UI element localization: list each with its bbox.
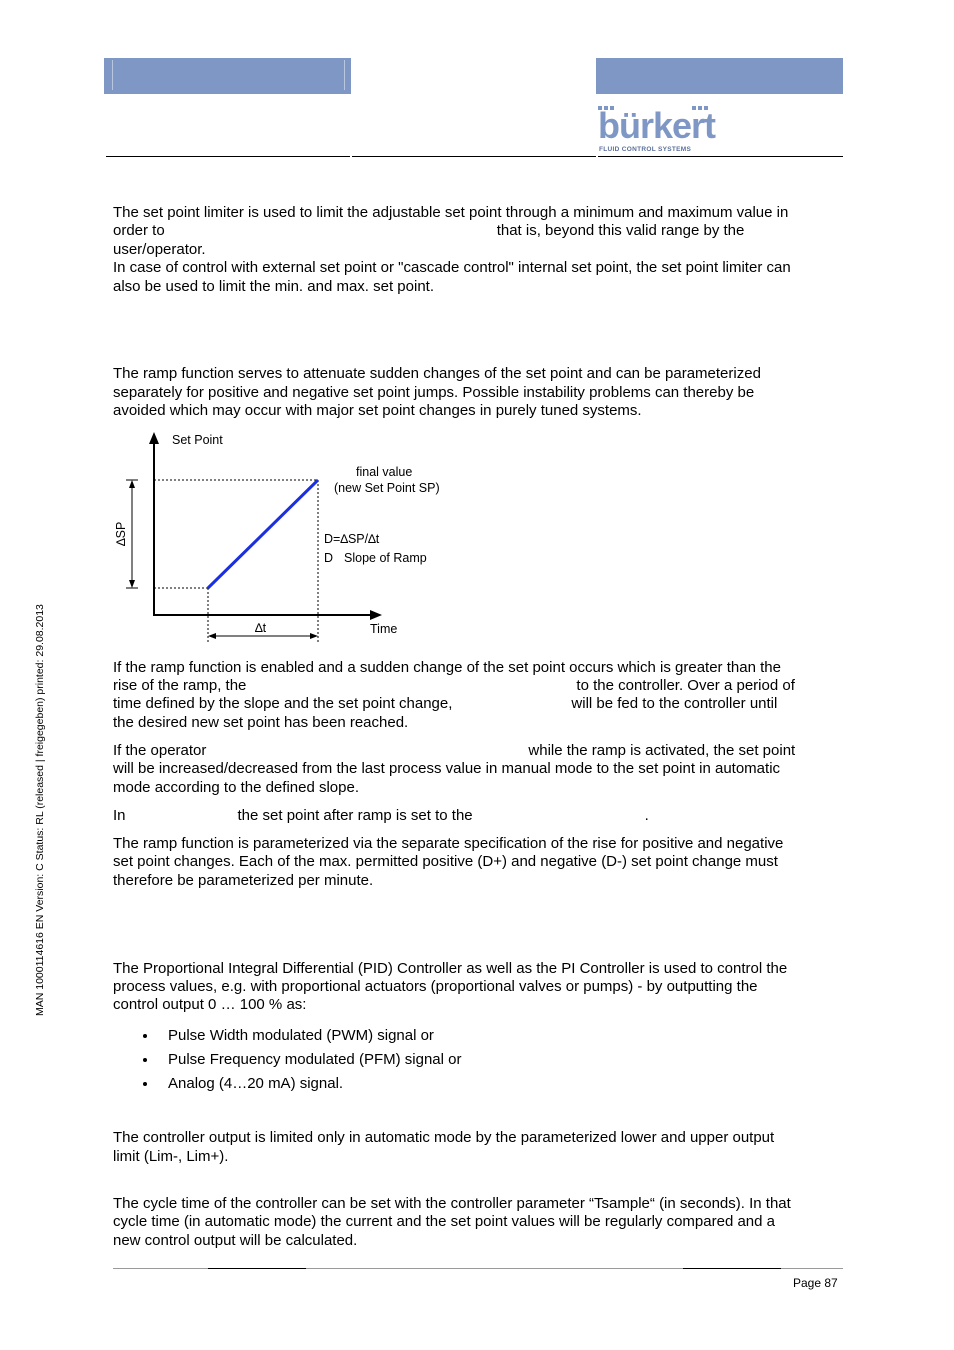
p6-line-2: set point changes. Each of the max. permitted positive (D+) and negative (D-) set point change must [113, 853, 778, 870]
p1-line-4: In case of control with external set point or "cascade control" internal set point, the set point limiter can [113, 259, 791, 276]
p7-line-3: control output 0 … 100 % as: [113, 996, 307, 1013]
p2-line-3: avoided which may occur with major set point changes in purely tuned systems. [113, 402, 642, 419]
output-signal-list [140, 1027, 461, 1099]
final-value-label-1: final value [356, 465, 413, 479]
p6-line-1: The ramp function is parameterized via the separate specification of the rise for positive and negative [113, 835, 784, 852]
slope-formula: D=∆SP/∆t [324, 532, 380, 546]
burkert-logo [598, 104, 716, 156]
p3-line-1: If the ramp function is enabled and a sudden change of the set point occurs which is greater than the [113, 659, 781, 676]
page-number: Page 87 [793, 1276, 838, 1290]
p4-line-2: will be increased/decreased from the last process value in manual mode to the set point in automatic [113, 760, 781, 777]
p1-line-1: The set point limiter is used to limit the adjustable set point through a minimum and maximum value in [113, 204, 789, 221]
delta-sp-label: ∆SP [114, 521, 128, 546]
p2-line-2: separately for positive and negative set point jumps. Possible instability problems can thereby be [113, 384, 755, 401]
p2-line-1: The ramp function serves to attenuate sudden changes of the set point and can be parameterized [113, 365, 761, 382]
p4-line-3: mode according to the defined slope. [113, 779, 359, 796]
p1-line-3: user/operator. [113, 241, 206, 258]
header-rule-left [106, 156, 350, 157]
logo-wordmark: bürkert [598, 105, 716, 146]
final-value-label-2: (new Set Point SP) [334, 481, 440, 495]
p8-line-2: limit (Lim-, Lim+). [113, 1148, 229, 1165]
p5-line-1: In the set point after ramp is set to the . [113, 807, 649, 824]
delta-t-label: ∆t [255, 621, 267, 635]
list-item: Analog (4…20 mA) signal. [140, 1075, 461, 1099]
ramp-diagram [110, 428, 470, 648]
ramp-line [208, 480, 318, 588]
slope-legend-text: Slope of Ramp [344, 551, 427, 565]
p4-line-1: If the operator while the ramp is activated, the set point [113, 742, 796, 759]
p7-line-1: The Proportional Integral Differential (PID) Controller as well as the PI Controller is used to control the [113, 960, 788, 977]
p9-line-1: The cycle time of the controller can be set with the controller parameter “Tsample“ (in seconds). In that [113, 1195, 791, 1212]
p8-line-1: The controller output is limited only in automatic mode by the parameterized lower and upper output [113, 1129, 775, 1146]
header-bar-right [596, 58, 843, 94]
y-axis-label: Set Point [172, 433, 223, 447]
header-rule-right [598, 156, 843, 157]
x-axis-label: Time [370, 622, 398, 636]
p1-line-5: also be used to limit the min. and max. set point. [113, 278, 434, 295]
y-axis-arrow [149, 432, 159, 444]
p3-line-2: rise of the ramp, the to the controller. Over a period of [113, 677, 795, 694]
footer-rule-accent-left [208, 1268, 306, 1269]
p1-line-2: order to that is, beyond this valid range by the [113, 222, 745, 239]
p9-line-3: new control output will be calculated. [113, 1232, 358, 1249]
logo-tagline: FLUID CONTROL SYSTEMS [599, 146, 692, 153]
document-side-note: MAN 1000114616 EN Version: C Status: RL (released | freigegeben) printed: 29.08.2013 [34, 604, 46, 1016]
footer-rule-accent-right [683, 1268, 781, 1269]
p3-line-4: the desired new set point has been reached. [113, 714, 409, 731]
header-bar-left [104, 58, 351, 94]
p7-line-2: process values, e.g. with proportional actuators (proportional valves or pumps) - by outputting the [113, 978, 758, 995]
p3-line-3: time defined by the slope and the set point change, will be fed to the controller until [113, 695, 778, 712]
slope-legend-symbol: D [324, 551, 334, 565]
list-item: Pulse Frequency modulated (PFM) signal or [140, 1051, 461, 1075]
list-item: Pulse Width modulated (PWM) signal or [140, 1027, 461, 1051]
header-rule-middle [352, 156, 596, 157]
p6-line-3: therefore be parameterized per minute. [113, 872, 374, 889]
p9-line-2: cycle time (in automatic mode) the current and the set point values will be regularly compared and a [113, 1213, 775, 1230]
x-axis-arrow [370, 610, 382, 620]
